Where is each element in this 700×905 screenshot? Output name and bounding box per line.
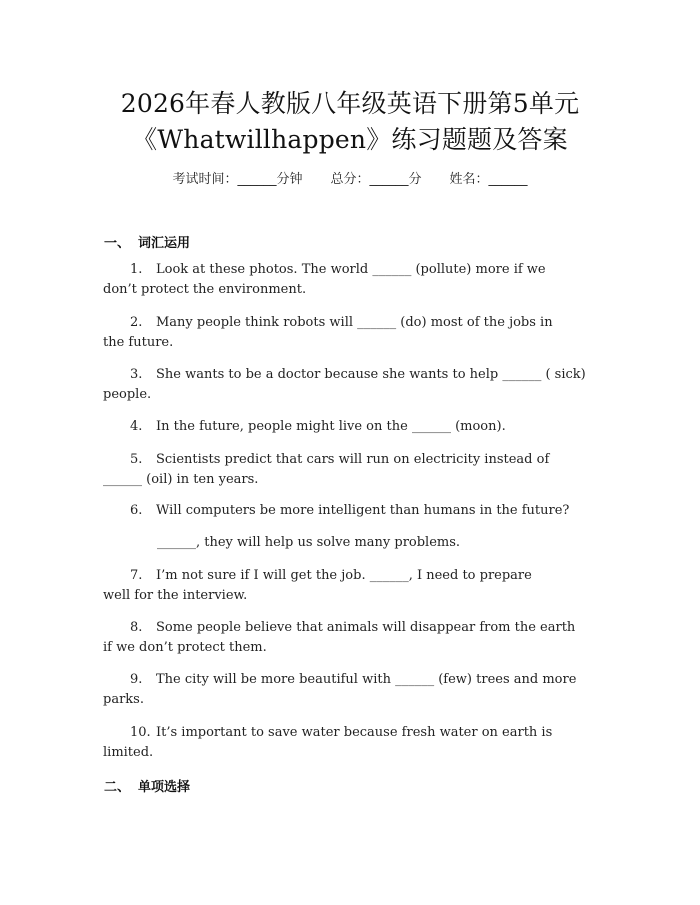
question-item [103,670,603,710]
question-text-line-1: Look at these photos. The world ______ (pollute) more if we [156,262,546,277]
question-number: 5. [130,452,143,467]
question-text-line-2: don’t protect the environment. [103,282,307,297]
question-number: 9. [130,672,143,687]
question-number: 1. [130,262,143,277]
question-text-line-2: if we don’t protect them. [103,640,267,655]
question-text-line-1: Some people believe that animals will disappear from the earth [156,620,576,635]
question-text-line-2: parks. [103,692,144,707]
question-item [103,260,603,300]
question-item [103,501,603,521]
question-text-line-1: I’m not sure if I will get the job. ______, I need to prepare [156,568,532,583]
section-title: 单项选择 [138,780,191,795]
question-item [103,417,603,437]
question-number: 2. [130,315,143,330]
question-text-line-2: well for the interview. [103,588,248,603]
question-text-line-1: Many people think robots will ______ (do) most of the jobs in [156,315,553,330]
exam-time-field: 考试时间：______分钟 [172,172,303,187]
question-number: 8. [130,620,143,635]
section-number: 一、 [104,236,131,251]
question-text-line-2: the future. [103,335,174,350]
section-heading-vocabulary [104,232,190,251]
question-answer-line: ______, they will help us solve many problems. [157,535,461,550]
question-text-line-2: people. [103,387,152,402]
question-text-line-1: Scientists predict that cars will run on electricity instead of [156,452,550,467]
question-number: 3. [130,367,143,382]
question-item [103,723,603,763]
question-text-line-2: ______ (oil) in ten years. [103,472,259,487]
question-item [103,450,603,490]
section-number: 二、 [104,780,131,795]
question-number: 4. [130,419,143,434]
question-text-line-1: The city will be more beautiful with ______ (few) trees and more [156,672,577,687]
exam-info-row [0,168,700,187]
question-text-line-1: She wants to be a doctor because she wants to help ______ ( sick) [156,367,586,382]
question-item [103,365,603,405]
question-text-line-1: In the future, people might live on the ______ (moon). [156,419,506,434]
section-title: 词汇运用 [138,236,191,251]
question-text-line-1: Will computers be more intelligent than humans in the future? [156,503,570,518]
question-item [103,313,603,353]
exam-name-field: 姓名：______ [449,172,528,187]
document-title-line-2: 《Whatwillhappen》练习题题及答案 [132,125,568,154]
question-item [103,566,603,606]
document-title-line-1: 2026年春人教版八年级英语下册第5单元 [120,89,580,118]
exam-score-field: 总分：______分 [330,172,422,187]
question-number: 6. [130,503,143,518]
question-text-line-2: limited. [103,745,154,760]
question-number: 10. [130,725,151,740]
section-heading-multiple-choice [104,776,190,795]
question-text-line-1: It’s important to save water because fresh water on earth is [156,725,553,740]
question-number: 7. [130,568,143,583]
question-item [103,618,603,658]
